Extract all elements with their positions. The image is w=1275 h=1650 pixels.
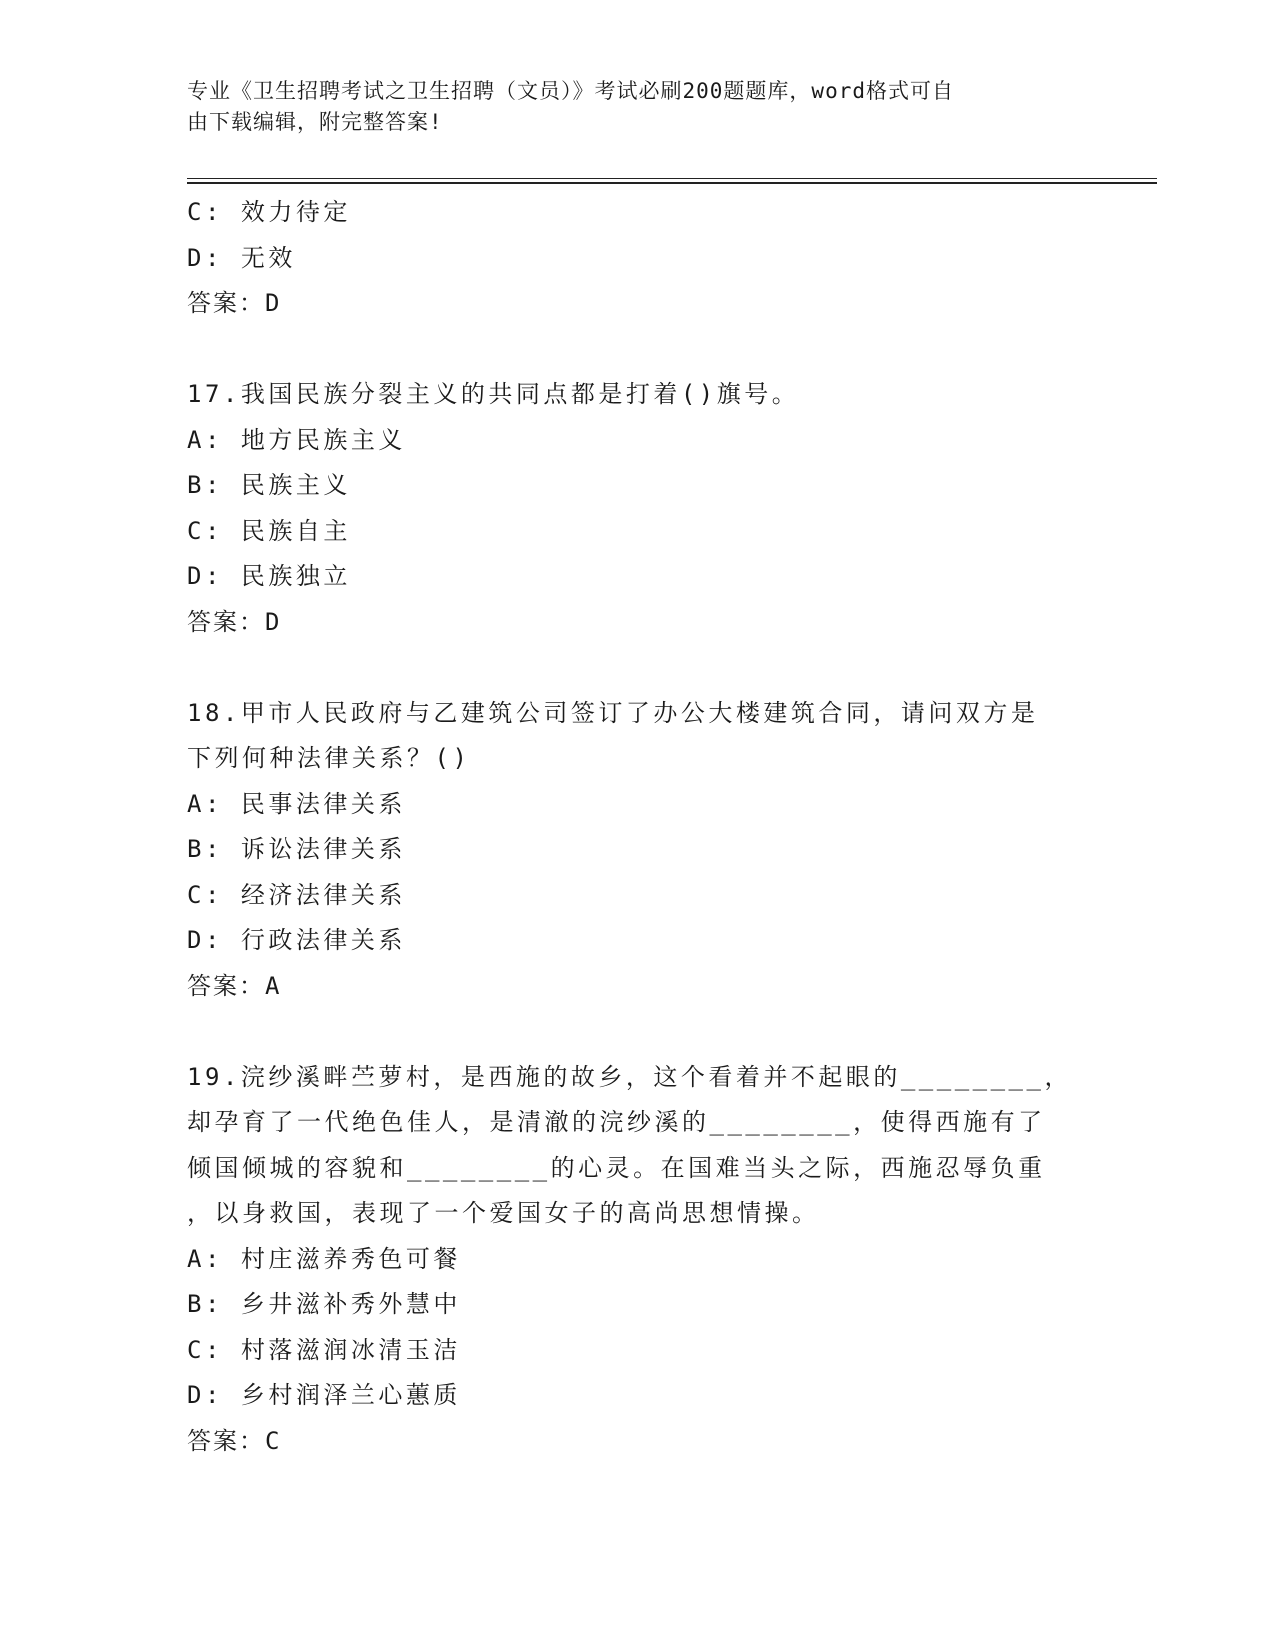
option-a: A: 民事法律关系 [187,789,406,818]
question-stem-line-1: 19.浣纱溪畔苎萝村，是西施的故乡，这个看着并不起眼的________， [187,1062,1072,1091]
option-c: C: 效力待定 [187,198,351,226]
option-d: D: 乡村润泽兰心蕙质 [187,1381,461,1409]
answer-line: 答案：D [187,607,281,636]
answer-line: 答案：C [187,1426,281,1455]
answer-line: 答案：A [187,971,281,1000]
document-body [187,190,1087,1464]
answer-line: 答案：D [187,289,281,317]
question-17 [187,372,1087,645]
option-c: C: 经济法律关系 [187,880,406,909]
question-stem-line-4: ，以身救国，表现了一个爱国女子的高尚思想情操。 [187,1199,820,1227]
question-stem-line-2: 下列何种法律关系？() [187,744,471,772]
question-18 [187,691,1087,1010]
option-b: B: 诉讼法律关系 [187,835,406,863]
option-a: A: 村庄滋养秀色可餐 [187,1244,461,1273]
option-b: B: 乡井滋补秀外慧中 [187,1290,461,1318]
header-line-1: 专业《卫生招聘考试之卫生招聘（文员）》考试必刷200题题库，word格式可自 [187,79,954,103]
option-d: D: 行政法律关系 [187,926,406,954]
option-b: B: 民族主义 [187,471,351,499]
option-c: C: 民族自主 [187,516,351,545]
question-stem: 17.我国民族分裂主义的共同点都是打着()旗号。 [187,380,800,408]
question-19 [187,1055,1087,1465]
header-line-2: 由下载编辑，附完整答案! [187,110,443,134]
question-fragment [187,190,1087,327]
question-stem-line-3: 倾国倾城的容貌和________的心灵。在国难当头之际，西施忍辱负重 [187,1153,1046,1182]
question-stem-line-1: 18.甲市人民政府与乙建筑公司签订了办公大楼建筑合同，请问双方是 [187,698,1039,727]
question-stem-line-2: 却孕育了一代绝色佳人，是清澈的浣纱溪的________，使得西施有了 [187,1108,1046,1136]
document-header [187,76,1067,138]
header-divider-thin [187,178,1157,179]
option-a: A: 地方民族主义 [187,425,406,454]
header-divider-thick [187,182,1157,184]
option-d: D: 无效 [187,243,296,272]
option-c: C: 村落滋润冰清玉洁 [187,1335,461,1364]
option-d: D: 民族独立 [187,562,351,590]
